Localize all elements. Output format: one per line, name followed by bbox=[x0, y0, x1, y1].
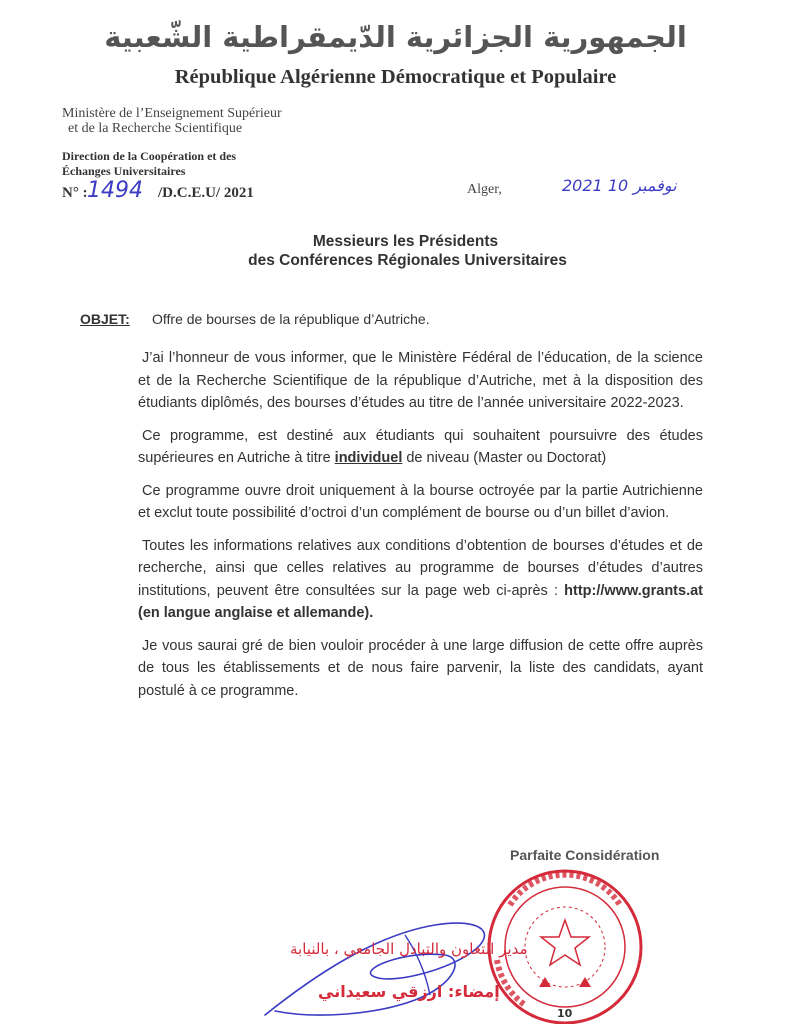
object-text: Offre de bourses de la république d’Autriche. bbox=[152, 311, 430, 327]
arabic-republic-title: الجمهورية الجزائرية الدّيمقراطية الشّعبية bbox=[104, 20, 687, 54]
stamp-number: 10 bbox=[557, 1007, 573, 1020]
closing-formula: Parfaite Considération bbox=[510, 847, 660, 863]
grants-url: http://www.grants.at (en langue anglaise et allemande). bbox=[138, 582, 703, 621]
letter-body bbox=[138, 347, 703, 702]
reference-label: N° : bbox=[62, 185, 88, 201]
signatory-title-arabic: مدير التعاون والتبادل الجامعي ، بالنيابة bbox=[290, 940, 528, 958]
body-paragraph-4 bbox=[138, 535, 703, 625]
body-paragraph-1: J’ai l’honneur de vous informer, que le Ministère Fédéral de l’éducation, de la science et de la Recherche Scientifique de la république d’Autriche, met à la disposition des étudiants diplômés, des bourses d’études au titre de l’année universitaire 2022-2023. bbox=[138, 350, 703, 411]
direction-line-2: Échanges Universitaires bbox=[62, 164, 186, 178]
body-paragraph-2-end: de niveau (Master ou Doctorat) bbox=[402, 450, 607, 466]
object-label: OBJET: bbox=[80, 311, 130, 327]
official-stamp bbox=[485, 865, 645, 1024]
ministry-line-2: et de la Recherche Scientifique bbox=[68, 121, 243, 136]
handwritten-signature bbox=[255, 915, 515, 1024]
republic-title: République Algérienne Démocratique et Populaire bbox=[174, 66, 617, 88]
body-paragraph-2 bbox=[138, 425, 703, 470]
direction-line-1: Direction de la Coopération et des bbox=[62, 149, 237, 163]
date-handwritten: 2021 نوفمبر 10 bbox=[562, 176, 677, 195]
reference-suffix: /D.C.E.U/ 2021 bbox=[158, 185, 254, 201]
place-label: Alger, bbox=[467, 182, 502, 197]
body-paragraph-3: Ce programme ouvre droit uniquement à la bourse octroyée par la partie Autrichienne et exclut toute possibilité d’octroi d’un complément de bourse ou d’un billet d’avion. bbox=[138, 482, 703, 521]
individuel-emphasis: individuel bbox=[334, 450, 403, 466]
reference-number-handwritten: 1494 bbox=[87, 178, 143, 203]
body-paragraph-2-start: Ce programme, est destiné aux étudiants qui souhaitent poursuivre des études supérieures en Autriche à titre bbox=[138, 427, 703, 466]
recipients-line-2: des Conférences Régionales Universitaires bbox=[248, 252, 567, 269]
signatory-name-arabic: إمضاء: ارزقي سعيداني bbox=[318, 982, 500, 1001]
recipients-line-1: Messieurs les Présidents bbox=[312, 233, 499, 250]
body-paragraph-4-start: Toutes les informations relatives aux conditions d’obtention de bourses d’études et de recherche, ainsi que celles relatives au programme de bourses d’études d’autres institutions, peuvent être consultées sur la page web ci-après : bbox=[138, 537, 703, 599]
ministry-line-1: Ministère de l’Enseignement Supérieur bbox=[62, 106, 282, 121]
body-paragraph-5: Je vous saurai gré de bien vouloir procéder à une large diffusion de cette offre auprès de tous les établissements et de nous faire parvenir, la liste des candidats, ayant postulé à ce programme. bbox=[138, 637, 703, 699]
